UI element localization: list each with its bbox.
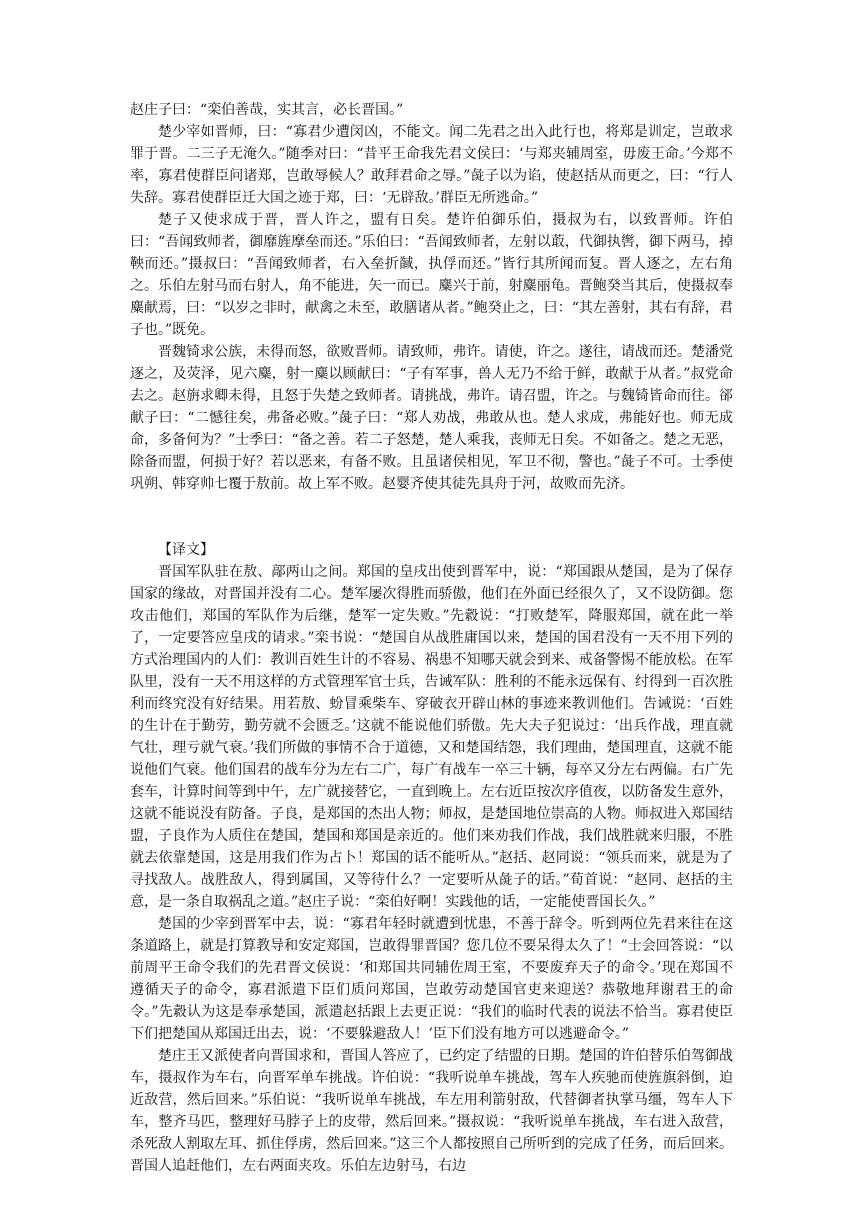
original-paragraph-2: 楚少宰如晋师，曰：“寡君少遭闵凶，不能文。闻二先君之出入此行也，将郑是训定，岂敢求罪于晋。二三子无淹久。”随季对曰：“昔平王命我先君文侯曰：‘与郑夹辅周室，毋废王命。’今郑不率，寡君使群臣问诸郑，岂敢辱候人？敢拜君命之辱。”彘子以为谄，使赵括从而更之，曰：“行人失辞。寡君使群臣迁大国之迹于郑，曰：‘无辟敌。’群臣无所逃命。” — [130, 124, 733, 206]
original-paragraph-4: 晋魏锜求公族，未得而怒，欲败晋师。请致师，弗许。请使，许之。遂往，请战而还。楚潘党逐之，及荧泽，见六麋，射一麋以顾献曰：“子有军事，兽人无乃不给于鲜，敢献于从者。”叔党命去之。赵旃求卿未得，且怒于失楚之致师者。请挑战，弗许。请召盟，许之。与魏锜皆命而往。郤献子曰：“二憾往矣，弗备必败。”彘子曰：“郑人劝战，弗敢从也。楚人求成，弗能好也。师无成命，多备何为？”士季曰：“备之善。若二子怒楚，楚人乘我，丧师无日矣。不如备之。楚之无恶，除备而盟，何损于好？若以恶来，有备不败。且虽诸侯相见，军卫不彻，警也。”彘子不可。士季使巩朔、韩穿帅七覆于敖前。故上军不败。赵婴齐使其徒先具舟于河，故败而先济。 — [130, 344, 733, 492]
document-page — [130, 99, 733, 1177]
section-gap — [130, 495, 733, 539]
translation-heading: 【译文】 — [158, 542, 214, 558]
translation-paragraph-3: 楚庄王又派使者向晋国求和，晋国人答应了，已约定了结盟的日期。楚国的许伯替乐伯驾御战车，摄叔作为车右，向晋军单车挑战。许伯说：“我听说单车挑战，驾车人疾驰而使旌旗斜倒，迫近敌营，然后回来。”乐伯说：“我听说单车挑战，车左用利箭射敌，代替御者执掌马缰，驾车人下车，整齐马匹，整理好马脖子上的皮带，然后回来。”摄叔说：“我听说单车挑战，车右进入敌营，杀死敌人割取左耳、抓住俘虏，然后回来。”这三个人都按照自己所听到的完成了任务，而后回来。晋国人追赶他们，左右两面夹攻。乐伯左边射马，右边 — [130, 1048, 733, 1174]
original-paragraph-3: 楚子又使求成于晋，晋人许之，盟有日矣。楚许伯御乐伯，摄叔为右，以致晋师。许伯曰：“吾闻致师者，御靡旌摩垒而还。”乐伯曰：“吾闻致师者，左射以菆，代御执辔，御下两马，掉鞅而还。”摄叔曰：“吾闻致师者，右入垒折馘，执俘而还。”皆行其所闻而复。晋人逐之，左右角之。乐伯左射马而右射人，角不能进，矢一而已。麋兴于前，射麋丽龟。晋鲍癸当其后，使摄叔奉麋献焉，曰：“以岁之非时，献禽之未至，敢膳诸从者。”鲍癸止之，曰：“其左善射，其右有辞，君子也。”既免。 — [130, 212, 733, 338]
translation-paragraph-2: 楚国的少宰到晋军中去，说：“寡君年轻时就遭到忧患，不善于辞令。听到两位先君来往在这条道路上，就是打算教导和安定郑国，岂敢得罪晋国？您几位不要呆得太久了！”士会回答说：“以前周平王命令我们的先君晋文侯说：‘和郑国共同辅佐周王室，不要废弃天子的命令。’现在郑国不遵循天子的命令，寡君派遣下臣们质问郑国，岂敢劳动楚国官吏来迎送？恭敬地拜谢君王的命令。”先縠认为这是奉承楚国，派遣赵括跟上去更正说：“我们的临时代表的说法不恰当。寡君使臣下们把楚国从郑国迁出去，说：‘不要躲避敌人！’臣下们没有地方可以逃避命令。” — [130, 916, 733, 1042]
original-paragraph-1: 赵庄子曰：“栾伯善哉，实其言，必长晋国。” — [130, 102, 404, 118]
translation-paragraph-1: 晋国军队驻在敖、鄗两山之间。郑国的皇戌出使到晋军中，说：“郑国跟从楚国，是为了保存国家的缘故，对晋国并没有二心。楚军屡次得胜而骄傲，他们在外面已经很久了，又不设防御。您攻击他们，郑国的军队作为后继，楚军一定失败。”先縠说：“打败楚军，降服郑国，就在此一举了，一定要答应皇戌的请求。”栾书说：“楚国自从战胜庸国以来，楚国的国君没有一天不用下列的方式治理国内的人们：教训百姓生计的不容易、祸患不知哪天就会到来、戒备警惕不能放松。在军队里，没有一天不用这样的方式管理军官士兵，告诫军队：胜利的不能永远保有、纣得到一百次胜利而终究没有好结果。用若敖、蚡冒乘柴车、穿破衣开辟山林的事迹来教训他们。告诫说：‘百姓的生计在于勤劳，勤劳就不会匮乏。’这就不能说他们骄傲。先大夫子犯说过：‘出兵作战，理直就气壮，理亏就气衰。’我们所做的事情不合于道德，又和楚国结怨，我们理曲，楚国理直，这就不能说他们气衰。他们国君的战车分为左右二广，每广有战车一卒三十辆，每卒又分左右两偏。右广先套车，计算时间等到中午，左广就接替它，一直到晚上。左右近臣按次序值夜，以防备发生意外，这就不能说没有防备。子良，是郑国的杰出人物；师叔，是楚国地位崇高的人物。师叔进入郑国结盟，子良作为人质住在楚国，楚国和郑国是亲近的。他们来劝我们作战，我们战胜就来归服，不胜就去依靠楚国，这是用我们作为占卜！郑国的话不能听从。”赵括、赵同说：“领兵而来，就是为了寻找敌人。战胜敌人，得到属国，又等待什么？一定要听从彘子的话。”荀首说：“赵同、赵括的主意，是一条自取祸乱之道。”赵庄子说：“栾伯好啊！实践他的话，一定能使晋国长久。” — [130, 564, 733, 910]
